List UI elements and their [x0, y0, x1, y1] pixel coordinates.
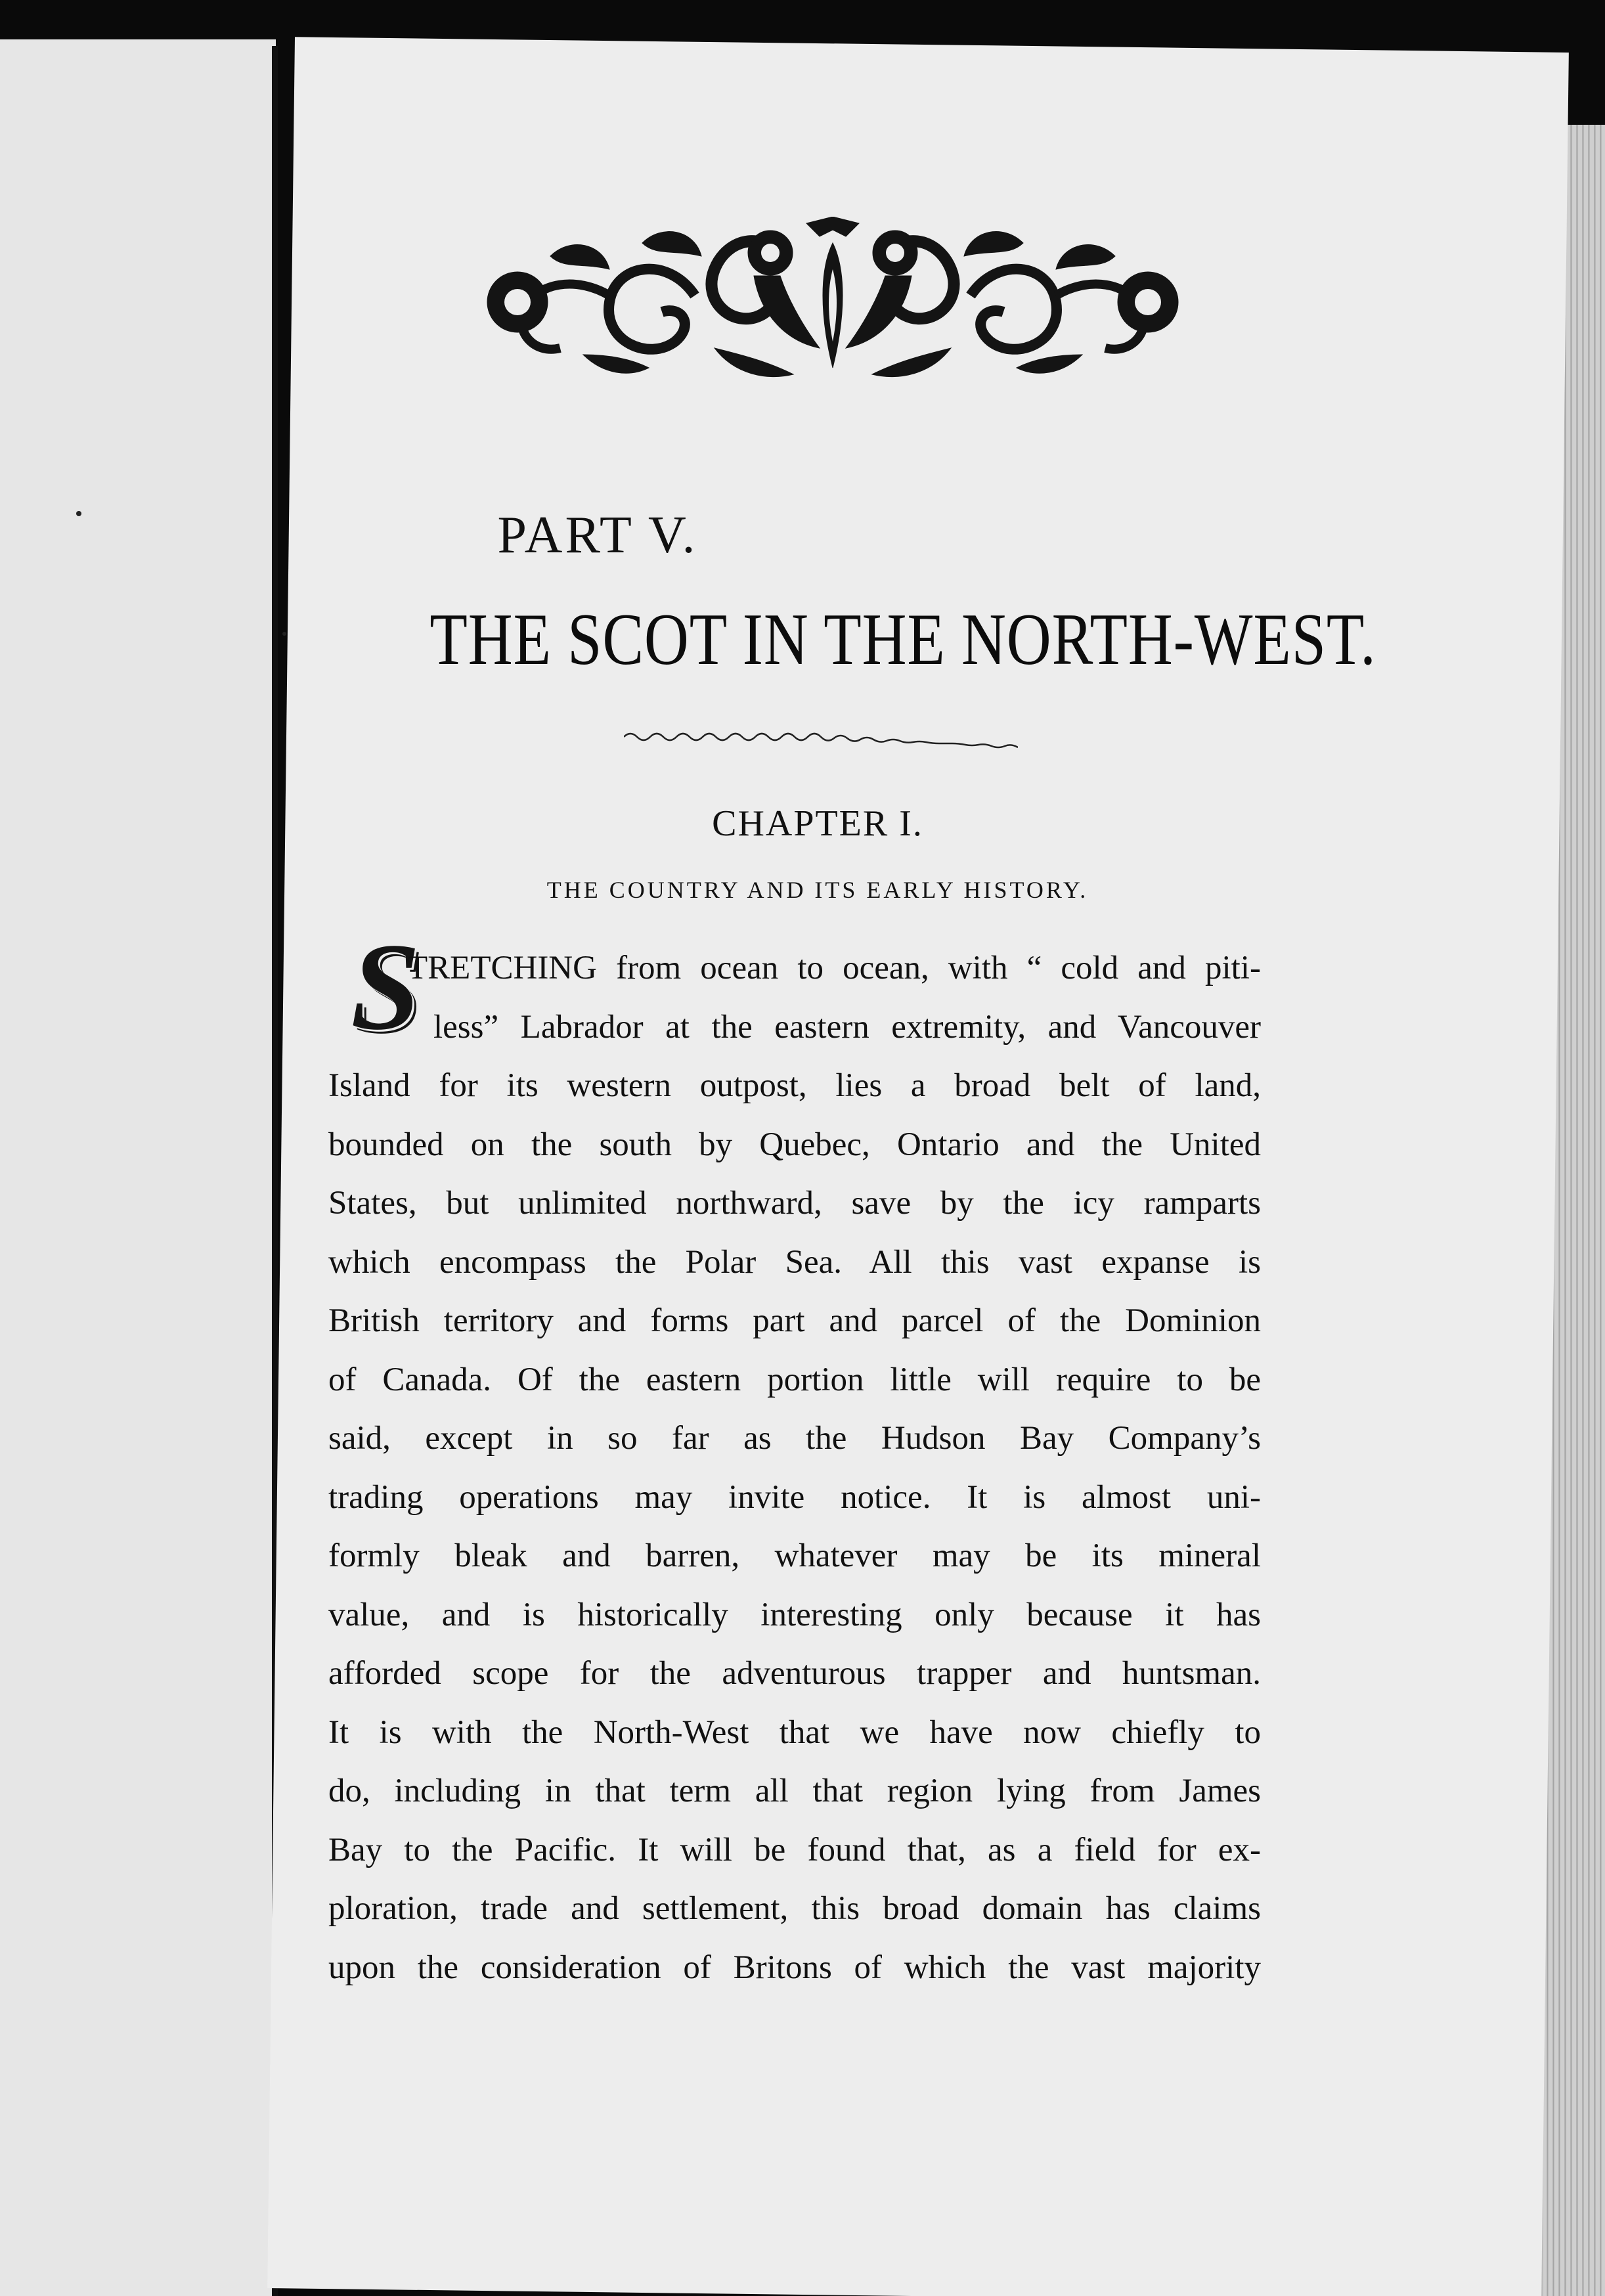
text-line: ploration, trade and settlement, this broad domain has claims — [328, 1890, 1261, 1927]
text-line: It is with the North-West that we have now chiefly to — [328, 1713, 1261, 1751]
left-page-edge — [0, 39, 276, 2296]
body-text — [328, 918, 1261, 1997]
chapter-heading: CHAPTER I. — [712, 803, 923, 844]
text-line: upon the consideration of Britons of which the vast majority — [328, 1949, 1261, 1986]
text-line: Island for its western outpost, lies a broad belt of land, — [328, 1067, 1261, 1104]
chapter-subtitle: THE COUNTRY AND ITS EARLY HISTORY. — [546, 877, 1089, 903]
ornamental-headpiece-icon — [478, 217, 1187, 394]
text-line: States, but unlimited northward, save by the icy ramparts — [328, 1185, 1261, 1222]
text-line: value, and is historically interesting only because it has — [328, 1596, 1261, 1633]
ornamental-drop-cap: S — [351, 918, 420, 1056]
part-label: PART V. — [497, 506, 698, 564]
text-line: less” Labrador at the eastern extremity, and Vancouver — [433, 1008, 1261, 1046]
text-line: TRETCHING from ocean to ocean, with “ cold and piti- — [407, 950, 1261, 986]
text-line: trading operations may invite notice. It is almost uni- — [328, 1478, 1261, 1516]
wavy-divider-icon — [624, 730, 1018, 750]
page-title: THE SCOT IN THE NORTH-WEST. — [429, 599, 1376, 680]
text-line: which encompass the Polar Sea. All this vast expanse is — [328, 1243, 1261, 1281]
text-line: bounded on the south by Quebec, Ontario and the United — [328, 1126, 1261, 1163]
text-line: afforded scope for the adventurous trapper and huntsman. — [328, 1655, 1261, 1692]
text-line: Bay to the Pacific. It will be found that, as a field for ex- — [328, 1831, 1261, 1868]
text-line: British territory and forms part and parcel of the Dominion — [328, 1302, 1261, 1339]
text-line: do, including in that term all that region lying from James — [328, 1773, 1261, 1809]
scan-speck — [282, 632, 286, 636]
text-line: formly bleak and barren, whatever may be its mineral — [328, 1537, 1261, 1574]
text-line: of Canada. Of the eastern portion little will require to be — [328, 1361, 1261, 1398]
text-line: said, except in so far as the Hudson Bay Company’s — [328, 1420, 1261, 1457]
